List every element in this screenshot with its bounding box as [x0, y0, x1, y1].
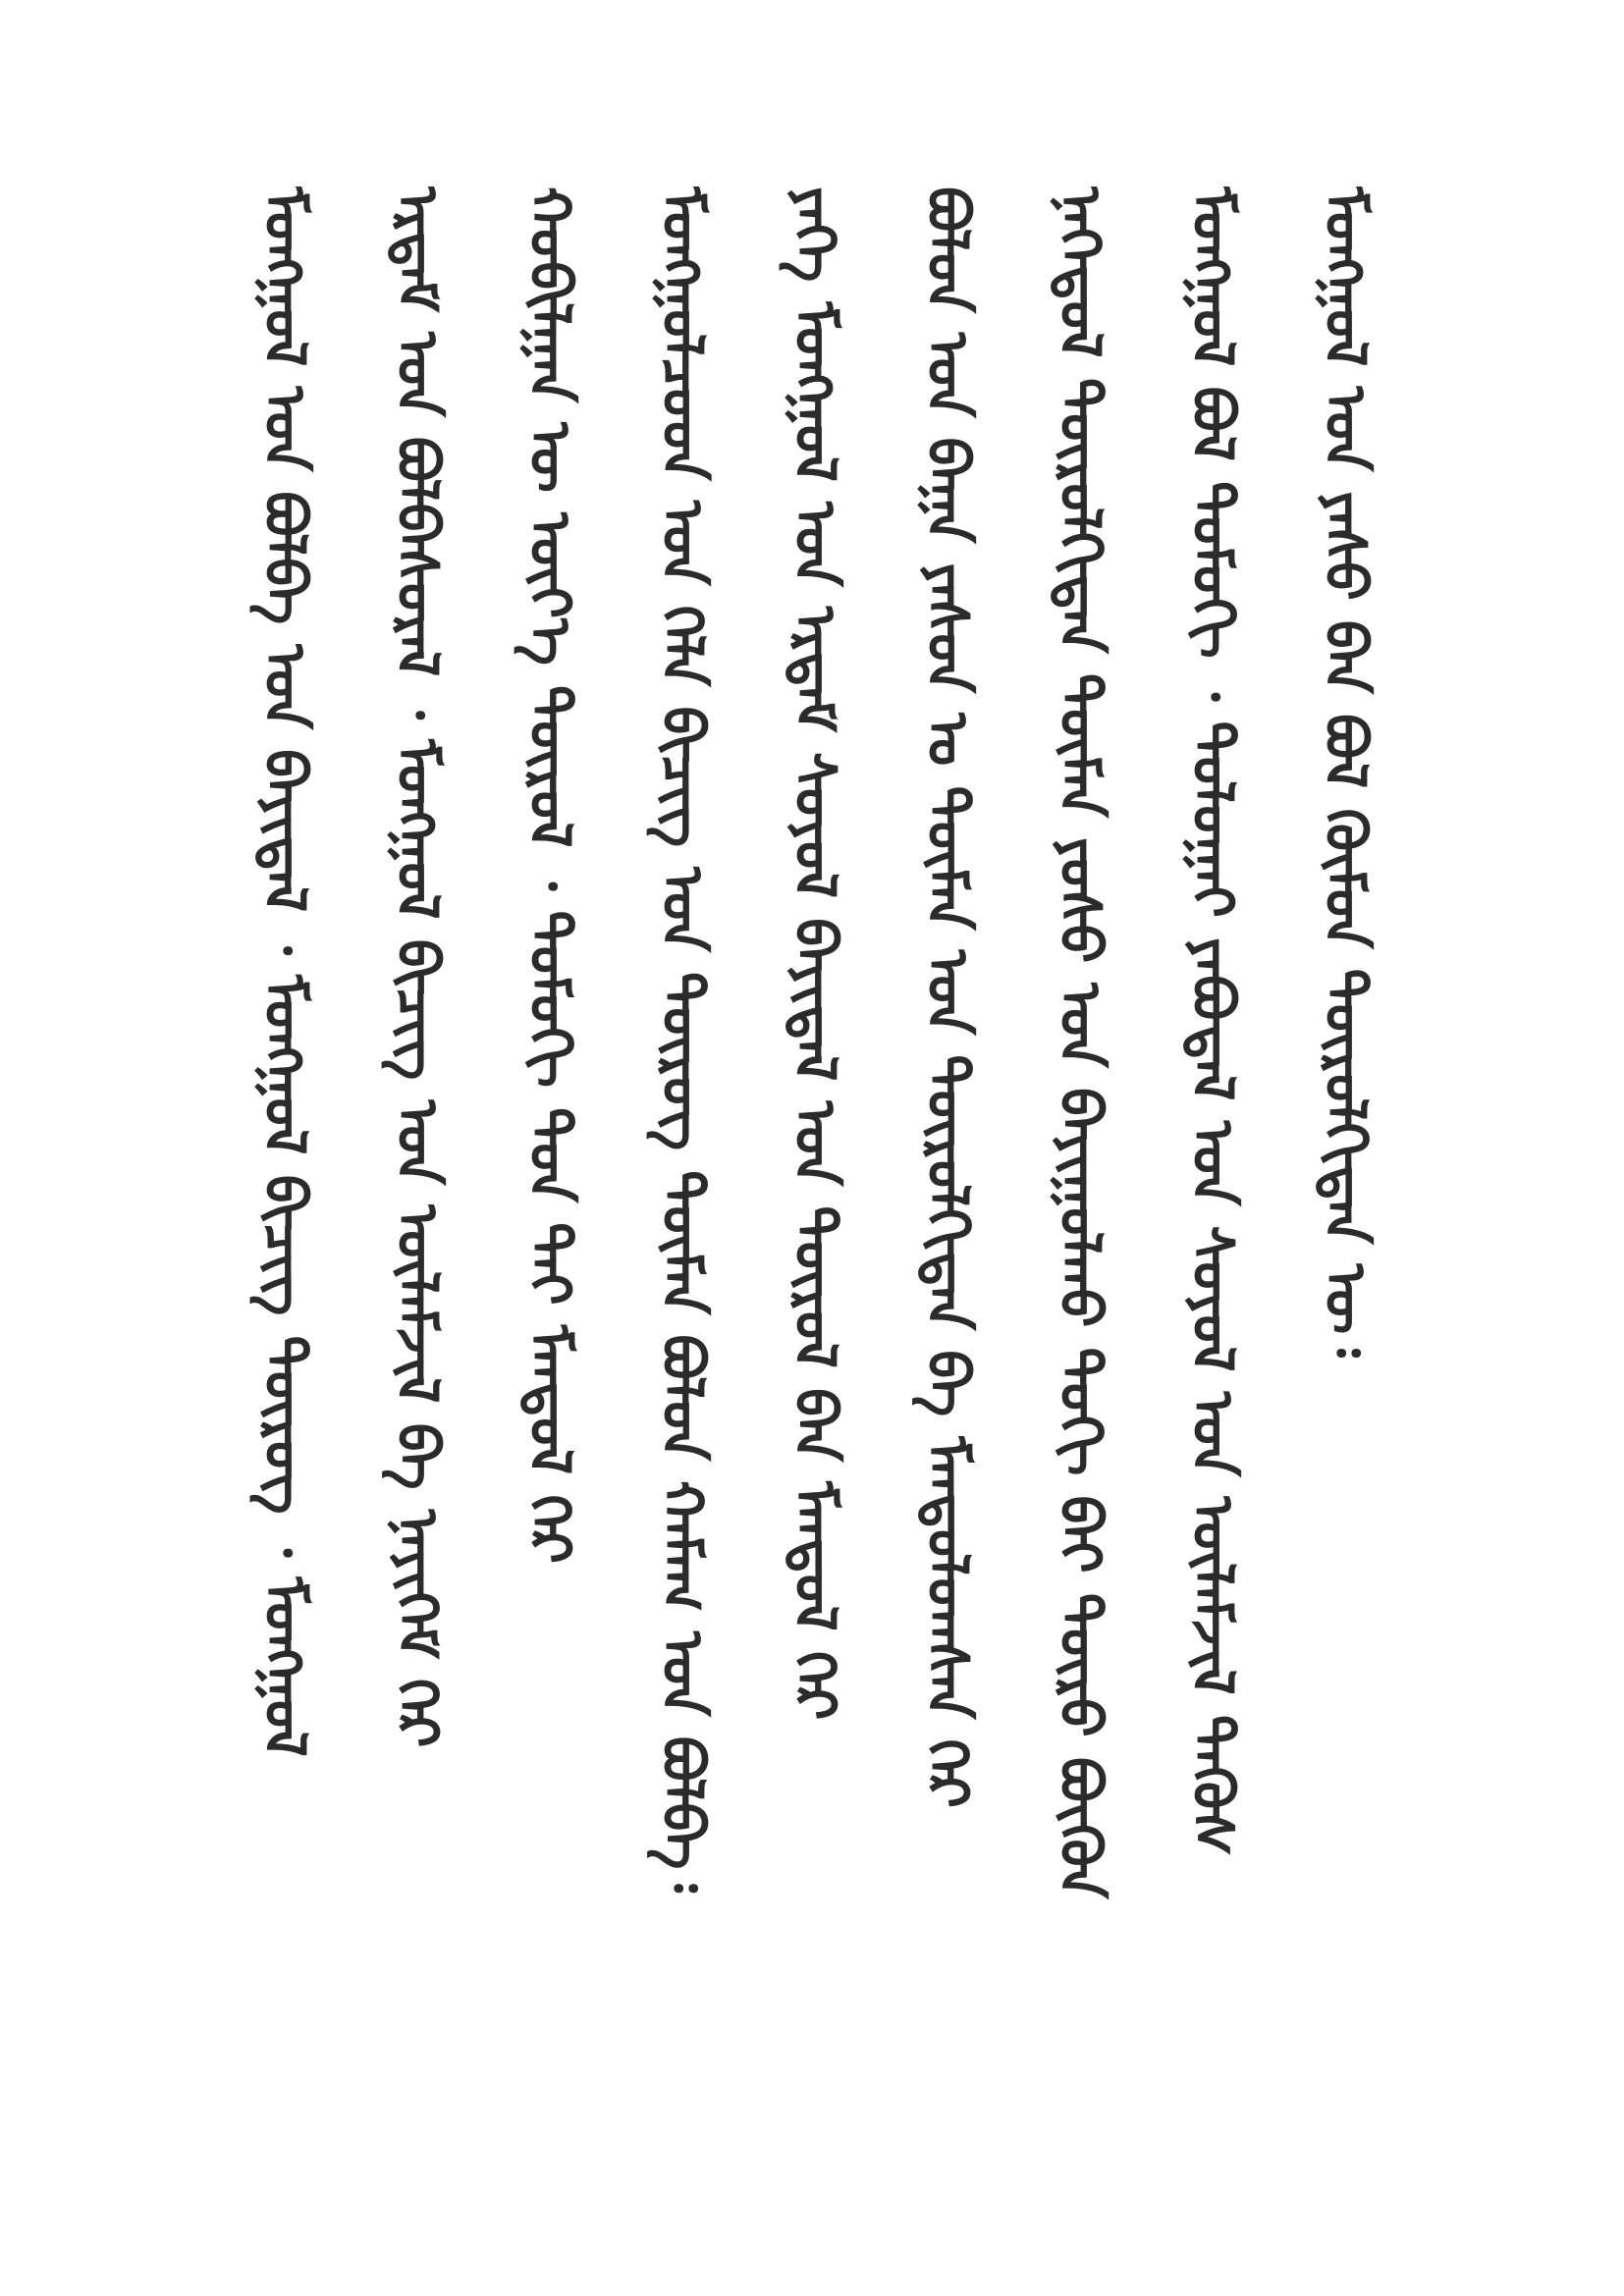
- text-column-2: ᠮᠣᠩᠭᠣᠯ ᠪᠣᠯ ᠲᠣᠮᠣᠬᠢ ᠂ ᠲᠣᠯᠣᠭᠠᠢ ᠶᠠᠪᠤᠳᠠᠯ ᠤᠨ ᠰᠣᠶᠣᠯ ᠤᠨ ᠦᠯᠡᠮᠵᠢᠯ ᠲᠡᠭᠦᠰ: [1179, 187, 1246, 1856]
- text-column-8: ᠡᠷᠳᠡᠮ ᠤᠨ ᠪᠣᠯᠪᠠᠰᠤᠷᠠᠯ ᠂ ᠮᠣᠩᠭᠣᠯ ᠪᠢᠴᠢᠭ ᠤᠨ ᠦᠯᠡᠮᠵᠢᠯ ᠪᠠ ᠨᠡᠶᠢᠭᠡᠮ ᠬᠡᠷ: [384, 187, 451, 1748]
- text-column-1: ᠮᠣᠩᠭᠣᠯ ᠤᠨ ᠶᠠᠰᠤ ᠪᠠᠨ ᠪᠣᠯ ᠬᠦᠮᠦᠨ ᠲᠥᠷᠦᠯᠬᠢᠲᠡᠨ ᠦ᠄: [1312, 187, 1379, 1358]
- text-column-5: ᠶᠡᠬᠡ ᠮᠣᠩᠭᠣᠯ ᠤᠨ ᠡᠷᠳᠡᠮ ᠰᠣᠶᠣᠯ ᠪᠠᠶᠢᠳᠠᠯ ᠤᠨ ᠲᠥᠷᠦᠯ ᠪᠠᠨ ᠮᠠᠨᠳᠤᠯ ᠬᠡᠷ: [782, 187, 848, 1721]
- text-column-9: ᠮᠣᠩᠭᠣᠯ ᠤᠨ ᠪᠣᠯᠪᠠ ᠤᠨ ᠪᠠᠶᠢᠳᠠᠯ ᠂ ᠮᠣᠩᠭᠣᠯ ᠪᠢᠴᠢᠭ ᠲᠦᠷᠦᠭ ᠂ ᠮᠣᠩᠭᠣᠯ: [251, 187, 318, 1757]
- vertical-text-block: [236, 187, 1394, 2101]
- text-column-7: ᠬᠤᠪᠢᠯᠭᠠᠨ ᠦ ᠦᠶ᠎ᠡ ᠲᠥᠷᠦᠯ ᠂ ᠲᠣᠮᠣᠬᠢ ᠳᠣᠨ ᠲᠠᠢ ᠮᠠᠨᠳᠤᠯ ᠬᠡᠷ: [516, 187, 583, 1564]
- text-column-3: ᠨᠡᠭᠡᠳᠦᠯ ᠲᠥᠷᠦᠯᠬᠢᠲᠡᠨ ᠲᠦᠮᠡᠨ ᠶᠣᠰᠣ ᠤᠨ ᠪᠠᠶᠢᠭᠤᠯᠬᠤ ᠲᠣᠬᠢ ᠪᠠᠢ ᠲᠥᠷᠦ ᠪᠦᠬᠦᠨ: [1047, 187, 1113, 1899]
- text-column-4: ᠪᠣᠯᠣᠨ ᠤᠨ ᠪᠠᠭᠠ ᠶᠠᠰᠤᠨ ᠤ ᠲᠦᠮᠡᠨ ᠤᠨ ᠲᠥᠷᠦᠯᠬᠢᠲᠡᠨ ᠪᠠ ᠮᠠᠨᠳᠤᠯᠤᠭᠰᠠᠨ ᠬᠡᠷ: [914, 187, 981, 1808]
- text-column-6: ᠮᠣᠩᠭᠣᠯᠴᠤᠳ ᠤᠨ ᠬᠡᠯᠡ ᠪᠢᠴᠢᠭ ᠤᠨ ᠲᠦᠷᠦᠭ ᠲᠦᠮᠡᠨ ᠪᠣᠯᠣᠨ ᠬᠠᠮᠠᠭ ᠤᠨ ᠪᠣᠯᠪᠠ᠄: [649, 187, 716, 1893]
